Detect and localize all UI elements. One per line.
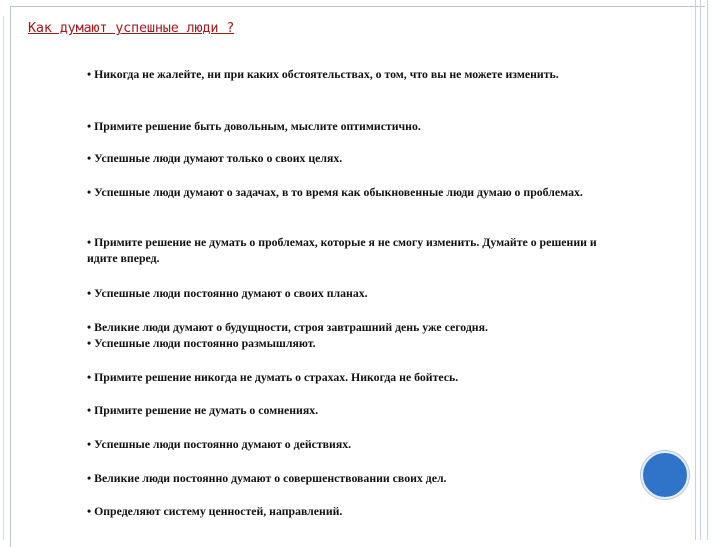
frame-decoration-line — [700, 0, 701, 540]
bullet-item: • Примите решение не думать о проблемах, которые я не смогу изменить. Думайте о решении и идите вперед. — [87, 235, 597, 265]
frame-decoration-line — [695, 0, 696, 540]
decorative-circle — [641, 451, 689, 499]
bullet-item: • Успешные люди думают только о своих целях. — [87, 151, 343, 165]
bullet-item: • Успешные люди постоянно размышляют. — [87, 336, 316, 350]
slide-frame — [10, 6, 705, 547]
bullet-item: • Примите решение быть довольным, мыслите оптимистично. — [87, 119, 421, 133]
bullet-item: • Никогда не жалейте, ни при каких обстоятельствах, о том, что вы не можете изменить. — [87, 67, 559, 81]
bullet-item: • Великие люди думают о будущности, строя завтрашний день уже сегодня. — [87, 320, 488, 334]
slide-title: Как думают успешные люди ? — [28, 20, 235, 36]
bullet-item: • Успешные люди думают о задачах, в то время как обыкновенные люди думаю о проблемах. — [87, 185, 583, 199]
bullet-item: • Примите решение никогда не думать о страхах. Никогда не бойтесь. — [87, 370, 459, 384]
frame-decoration-line — [3, 16, 4, 540]
bullet-item: • Примите решение не думать о сомнениях. — [87, 403, 319, 417]
bullet-item: • Успешные люди постоянно думают о своих планах. — [87, 286, 368, 300]
bullet-item: • Успешные люди постоянно думают о действиях. — [87, 437, 352, 451]
bullet-item: • Определяют систему ценностей, направлений. — [87, 504, 343, 518]
frame-decoration-line — [707, 0, 708, 540]
bullet-item: • Великие люди постоянно думают о совершенствовании своих дел. — [87, 471, 447, 485]
